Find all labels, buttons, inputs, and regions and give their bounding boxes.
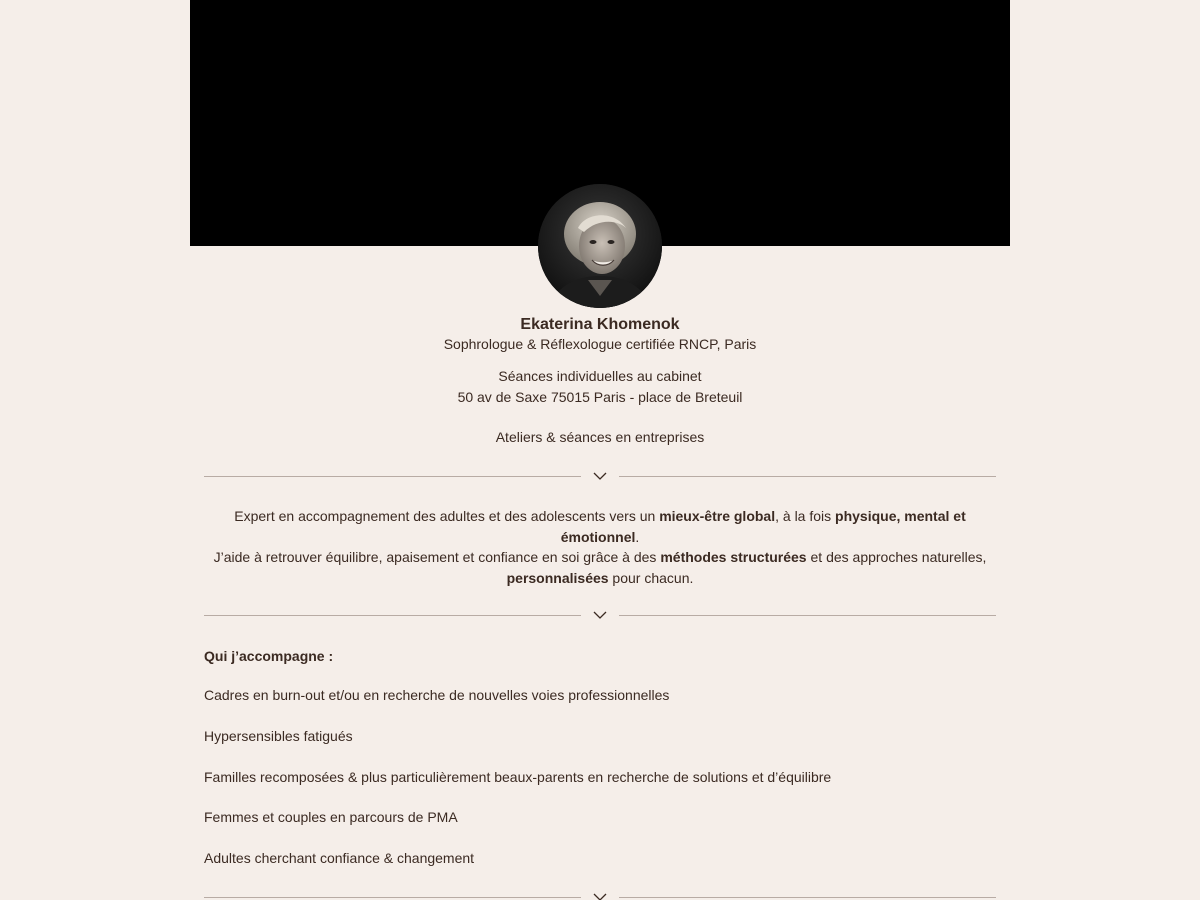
office-address: 50 av de Saxe 75015 Paris - place de Breteuil [457, 389, 743, 405]
chevron-down-icon [592, 889, 608, 900]
section-divider [204, 468, 996, 484]
workshops-info: Ateliers & séances en entreprises [495, 429, 705, 445]
profile-name: Ekaterina Khomenok [520, 316, 680, 333]
avatar [538, 184, 662, 308]
section-divider [204, 607, 996, 623]
list-item: Cadres en burn-out et/ou en recherche de nouvelles voies professionnelles [204, 687, 670, 703]
sessions-info: Séances individuelles au cabinet [498, 368, 702, 384]
profile-title: Sophrologue & Réflexologue certifiée RNCP, Paris [443, 336, 757, 352]
list-item: Hypersensibles fatigués [204, 728, 353, 744]
chevron-down-icon [592, 468, 608, 484]
intro-text: Expert en accompagnement des adultes et des adolescents vers un mieux-être global, à la fois physique, mental et émotionnel. J’aide à retrouver équilibre, apaisement et confiance en soi grâce à des méthodes structurées et des approches naturelles, personnalisées pour chacun. [213, 508, 987, 586]
list-item: Familles recomposées & plus particulièrement beaux-parents en recherche de solutions et d’équilibre [204, 769, 832, 785]
portrait-photo [538, 184, 662, 308]
section-divider [204, 889, 996, 900]
list-item: Adultes cherchant confiance & changement [204, 850, 475, 866]
chevron-down-icon [592, 607, 608, 623]
audience-title: Qui j’accompagne : [204, 648, 334, 664]
list-item: Femmes et couples en parcours de PMA [204, 809, 458, 825]
